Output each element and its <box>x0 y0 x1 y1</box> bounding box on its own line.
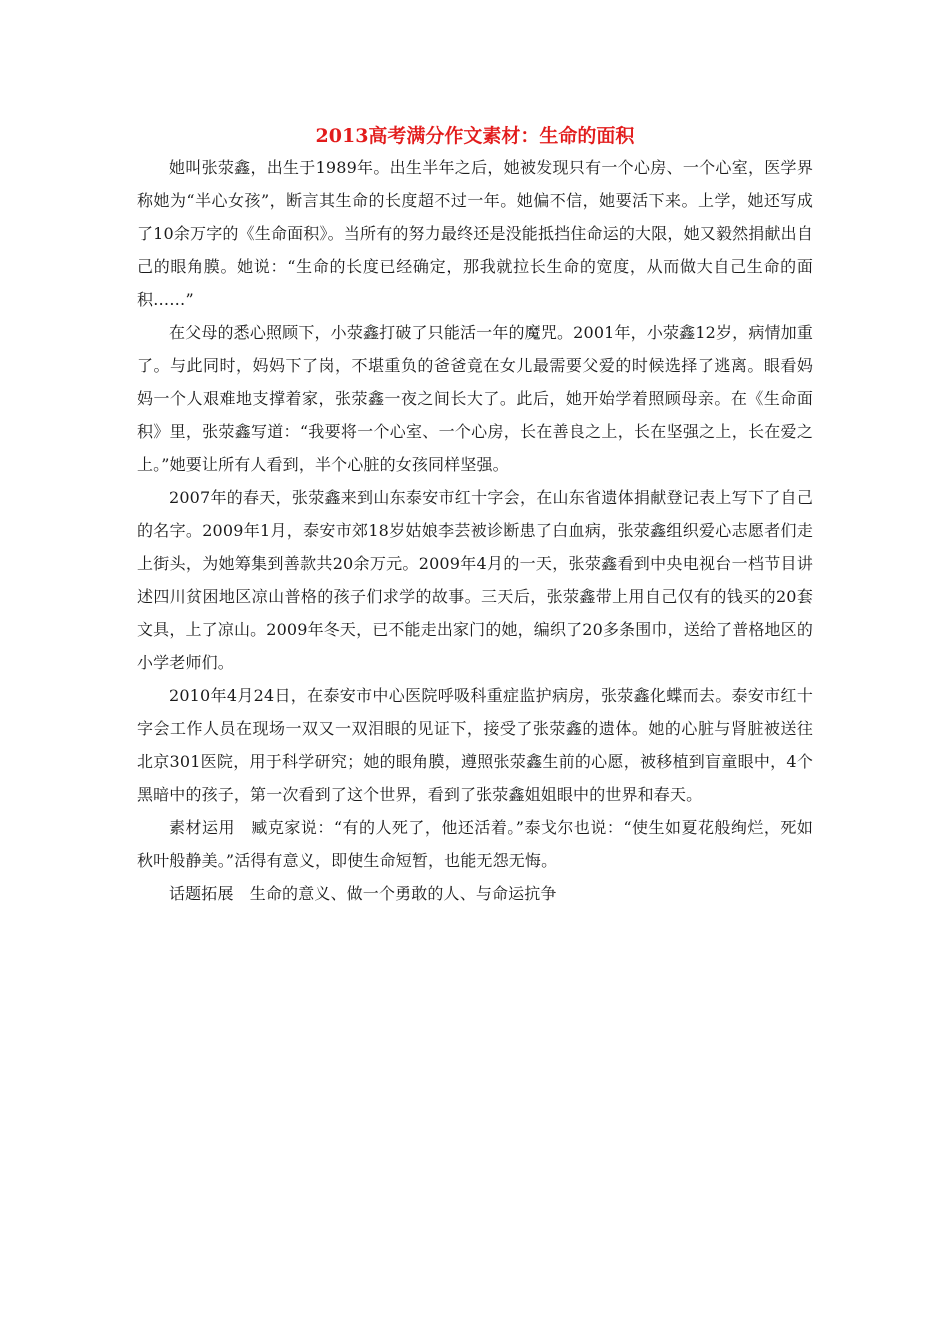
document-body <box>137 123 813 910</box>
document-title: 2013高考满分作文素材：生命的面积 <box>315 125 635 147</box>
paragraph-charity: 2007年的春天，张荥鑫来到山东泰安市红十字会，在山东省遗体捐献登记表上写下了自己的名字。2009年1月，泰安市郊18岁姑娘李芸被诊断患了白血病，张荥鑫组织爱心志愿者们走上街头，为她筹集到善款共20余万元。2009年4月的一天，张荥鑫看到中央电视台一档节目讲述四川贫困地区凉山普格的孩子们求学的故事。三天后，张荥鑫带上用自己仅有的钱买的20套文具，上了凉山。2009年冬天，已不能走出家门的她，编织了20多条围巾，送给了普格地区的小学老师们。 <box>137 488 813 672</box>
paragraph-material-use: 素材运用 臧克家说：“有的人死了，他还活着。”泰戈尔也说：“使生如夏花般绚烂，死如秋叶般静美。”活得有意义，即使生命短暂，也能无怨无悔。 <box>137 818 813 870</box>
paragraph-childhood: 在父母的悉心照顾下，小荥鑫打破了只能活一年的魔咒。2001年，小荥鑫12岁，病情加重了。与此同时，妈妈下了岗，不堪重负的爸爸竟在女儿最需要父爱的时候选择了逃离。眼看妈妈一个人艰难地支撑着家，张荥鑫一夜之间长大了。此后，她开始学着照顾母亲。在《生命面积》里，张荥鑫写道：“我要将一个心室、一个心房，长在善良之上，长在坚强之上，长在爱之上。”她要让所有人看到，半个心脏的女孩同样坚强。 <box>137 323 813 474</box>
paragraph-topic-extension: 话题拓展 生命的意义、做一个勇敢的人、与命运抗争 <box>169 884 557 903</box>
paragraph-donation: 2010年4月24日，在泰安市中心医院呼吸科重症监护病房，张荥鑫化蝶而去。泰安市红十字会工作人员在现场一双又一双泪眼的见证下，接受了张荥鑫的遗体。她的心脏与肾脏被送往北京301医院，用于科学研究；她的眼角膜，遵照张荥鑫生前的心愿，被移植到盲童眼中，4个黑暗中的孩子，第一次看到了这个世界，看到了张荥鑫姐姐眼中的世界和春天。 <box>137 686 813 804</box>
paragraph-intro: 她叫张荥鑫，出生于1989年。出生半年之后，她被发现只有一个心房、一个心室，医学界称她为“半心女孩”，断言其生命的长度超不过一年。她偏不信，她要活下来。上学，她还写成了10余万字的《生命面积》。当所有的努力最终还是没能抵挡住命运的大限，她又毅然捐献出自己的眼角膜。她说：“生命的长度已经确定，那我就拉长生命的宽度，从而做大自己生命的面积……” <box>137 158 813 309</box>
